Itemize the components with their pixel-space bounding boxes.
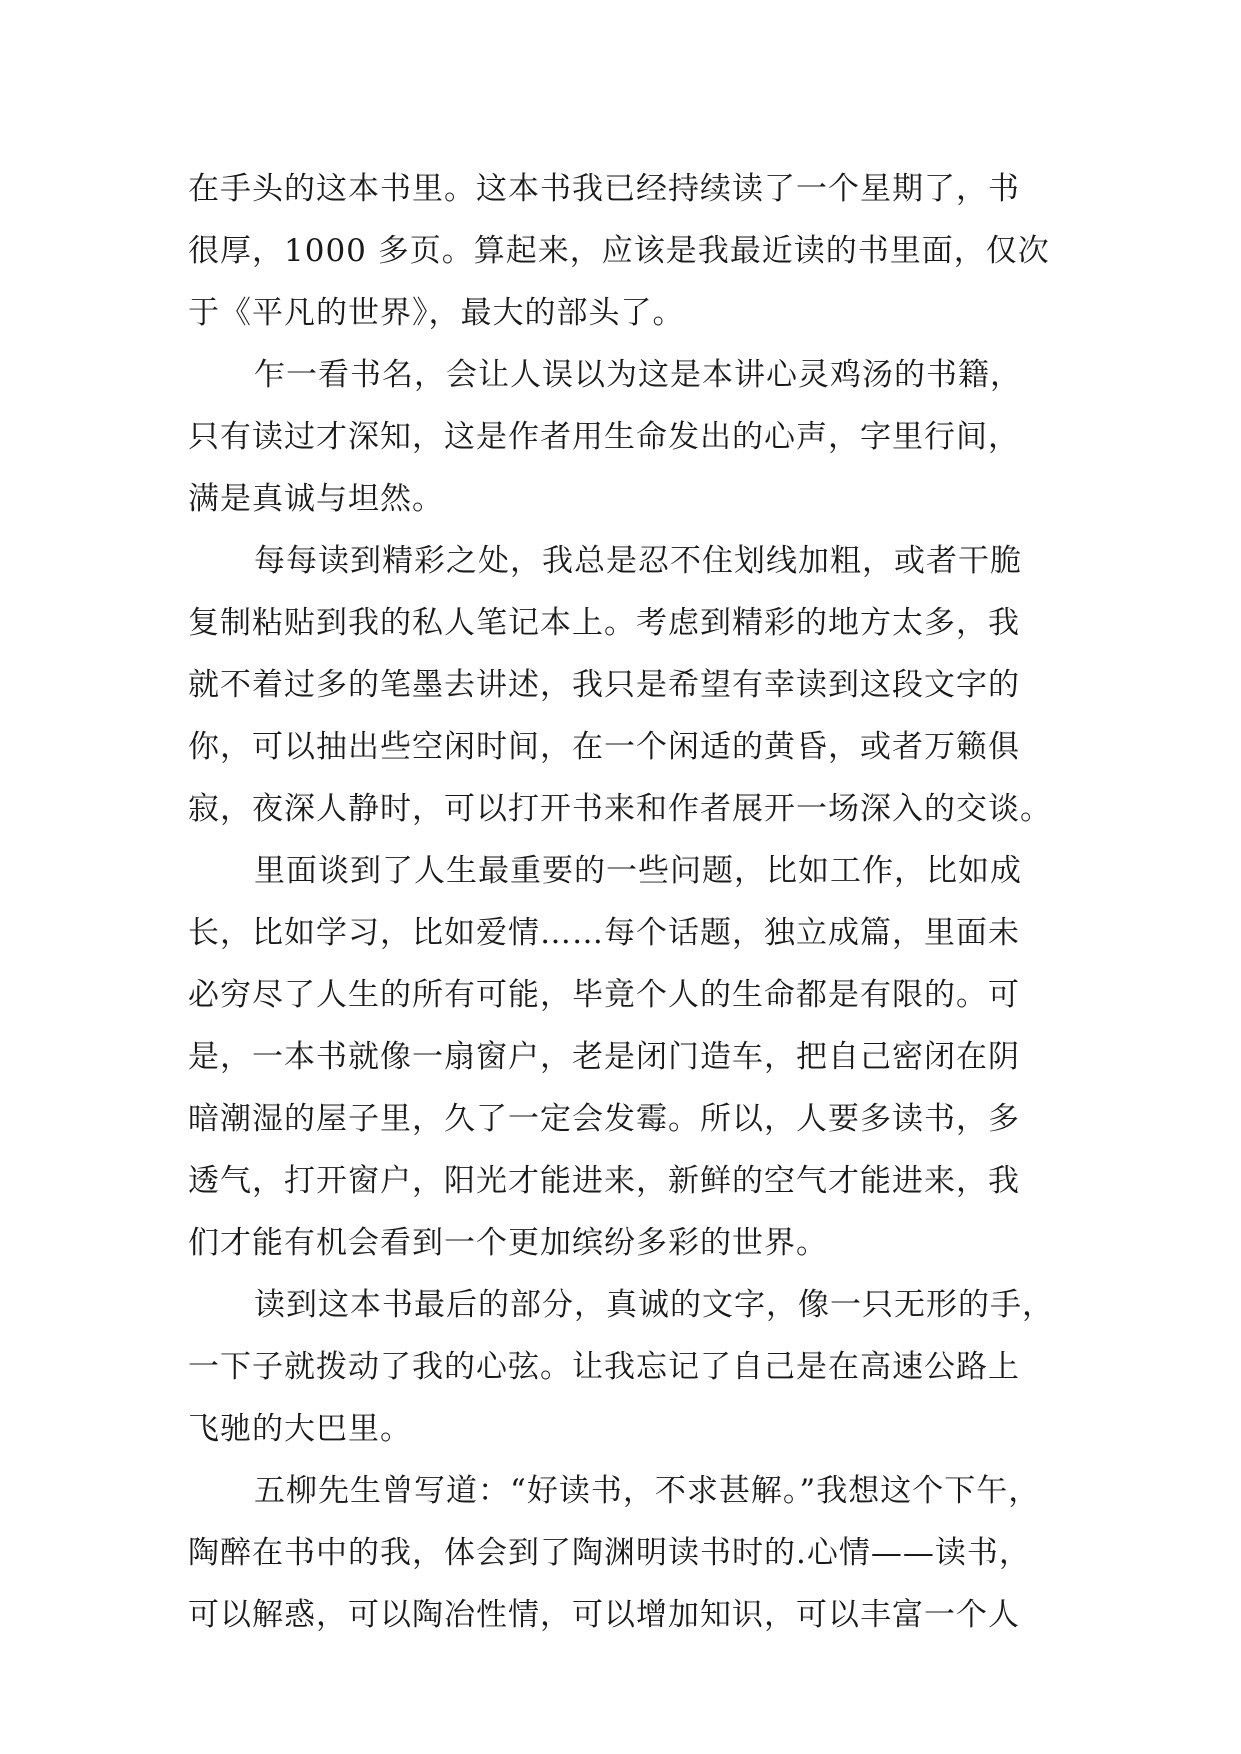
text-line: 长，比如学习，比如爱情……每个话题，独立成篇，里面未 xyxy=(188,915,1020,951)
text-line: 于《平凡的世界》，最大的部头了。 xyxy=(188,295,685,331)
text-line: 你，可以抽出些空闲时间，在一个闲适的黄昏，或者万籁俱 xyxy=(188,729,1020,765)
text-line: 寂，夜深人静时，可以打开书来和作者展开一场深入的交谈。 xyxy=(188,791,1052,827)
text-line: 陶醉在书中的我，体会到了陶渊明读书时的.心情——读书， xyxy=(188,1535,1031,1571)
text-line: 只有读过才深知，这是作者用生命发出的心声，字里行间， xyxy=(188,419,1020,455)
body-text xyxy=(188,158,1058,1646)
text-line: 满是真诚与坦然。 xyxy=(188,481,444,517)
text-line: 透气，打开窗户，阳光才能进来，新鲜的空气才能进来，我 xyxy=(188,1163,1020,1199)
paragraph-first-line: 读到这本书最后的部分，真诚的文字，像一只无形的手， xyxy=(254,1287,1054,1323)
text-line: 暗潮湿的屋子里，久了一定会发霉。所以，人要多读书，多 xyxy=(188,1101,1020,1137)
text-line: 复制粘贴到我的私人笔记本上。考虑到精彩的地方太多，我 xyxy=(188,605,1020,641)
paragraph-first-line: 五柳先生曾写道：“好读书，不求甚解。”我想这个下午， xyxy=(254,1473,1041,1509)
text-line: 在手头的这本书里。这本书我已经持续读了一个星期了，书 xyxy=(188,171,1020,207)
text-line: 们才能有机会看到一个更加缤纷多彩的世界。 xyxy=(188,1225,828,1261)
text-line: 是，一本书就像一扇窗户，老是闭门造车，把自己密闭在阴 xyxy=(188,1039,1020,1075)
text-line: 必穷尽了人生的所有可能，毕竟个人的生命都是有限的。可 xyxy=(188,977,1020,1013)
paragraph-first-line: 里面谈到了人生最重要的一些问题，比如工作，比如成 xyxy=(254,853,1022,889)
paragraph-first-line: 每每读到精彩之处，我总是忍不住划线加粗，或者干脆 xyxy=(254,543,1022,579)
text-line: 就不着过多的笔墨去讲述，我只是希望有幸读到这段文字的 xyxy=(188,667,1020,703)
text-line: 飞驰的大巴里。 xyxy=(188,1411,412,1447)
text-line: 可以解惑，可以陶冶性情，可以增加知识，可以丰富一个人 xyxy=(188,1597,1020,1633)
paragraph-first-line: 乍一看书名，会让人误以为这是本讲心灵鸡汤的书籍， xyxy=(254,357,1022,393)
text-line: 一下子就拨动了我的心弦。让我忘记了自己是在高速公路上 xyxy=(188,1349,1020,1385)
text-line: 很厚，1000 多页。算起来，应该是我最近读的书里面，仅次 xyxy=(188,233,1050,269)
